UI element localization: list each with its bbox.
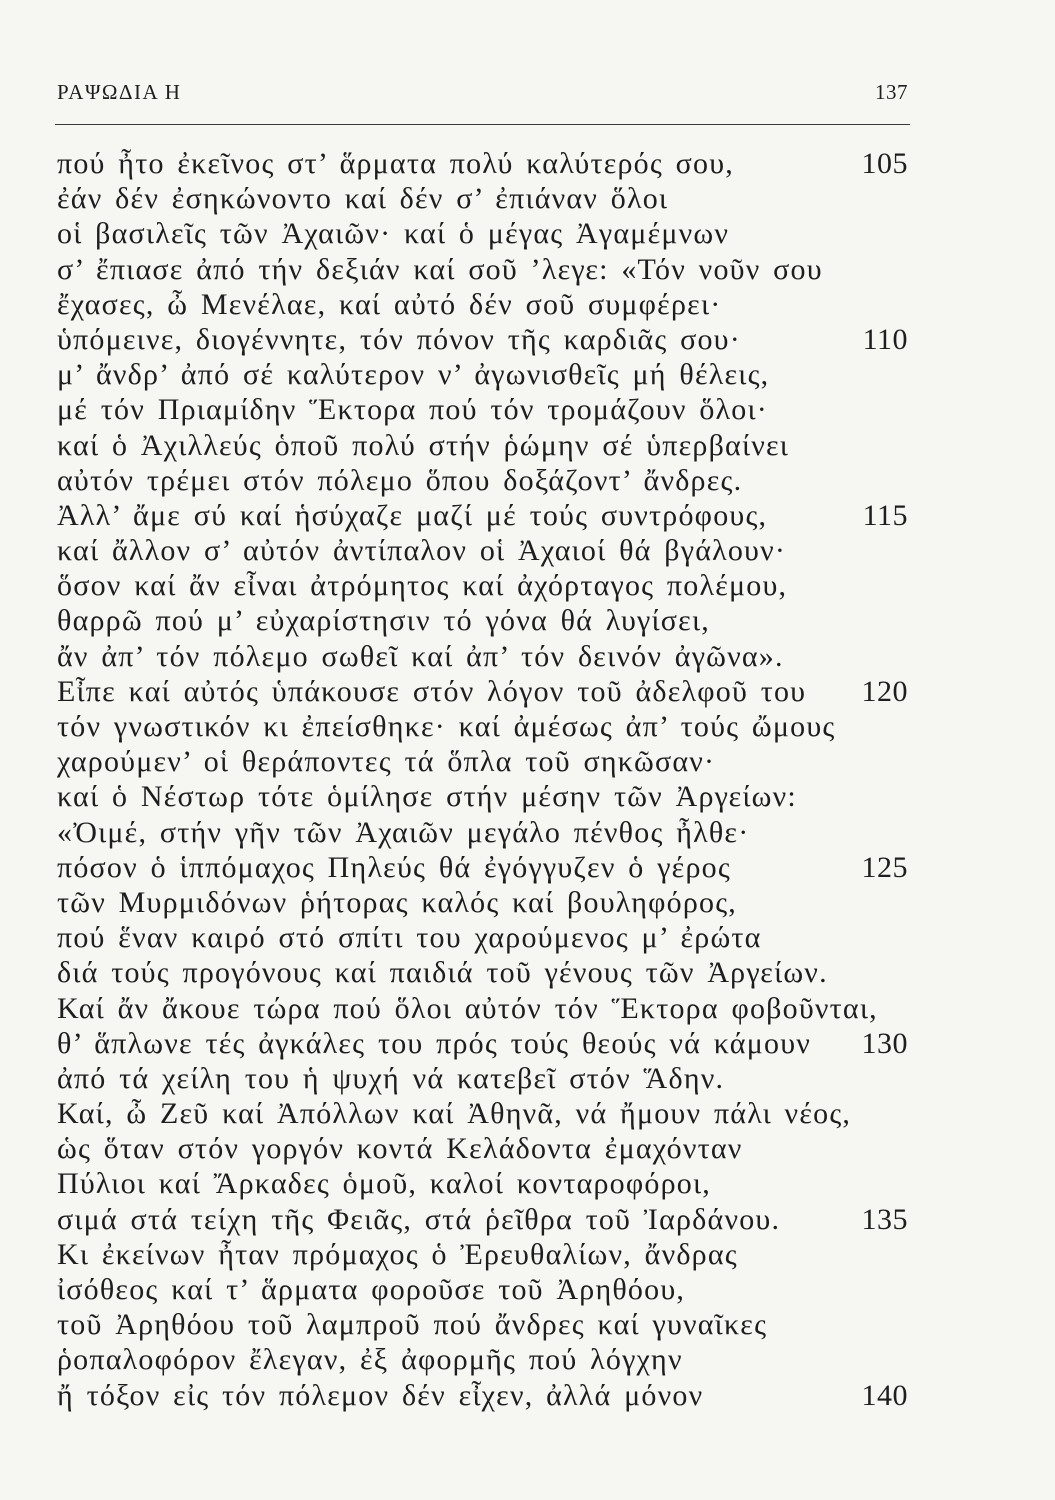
verse-line	[57, 146, 908, 181]
verse-line	[57, 674, 908, 709]
verse-text: πού ἦτο ἐκεῖνος στ’ ἅρματα πολύ καλύτερός σου,	[57, 147, 734, 180]
verse-line	[57, 815, 908, 850]
verse-text: Εἶπε καί αὐτός ὑπάκουσε στόν λόγον τοῦ ἀδελφοῦ του	[57, 674, 807, 708]
line-number: 135	[861, 1202, 908, 1236]
line-number: 125	[861, 850, 908, 884]
verse-line	[57, 1272, 908, 1307]
line-number: 105	[861, 147, 908, 180]
verse-text: τῶν Μυρμιδόνων ῥήτορας καλός καί βουληφόρος,	[57, 885, 738, 919]
verse-line	[57, 603, 908, 638]
verse-line	[57, 920, 908, 955]
verse-text: διά τούς προγόνους καί παιδιά τοῦ γένους τῶν Ἀργείων.	[57, 956, 828, 990]
line-number: 115	[862, 498, 908, 532]
verse-line	[57, 1307, 908, 1342]
line-number: 120	[861, 674, 908, 708]
verse-text: καί ἄλλον σ’ αὐτόν ἀντίπαλον οἱ Ἀχαιοί θά βγάλουν·	[57, 534, 787, 568]
verse-text: Κι ἐκείνων ἦταν πρόμαχος ὁ Ἐρευθαλίων, ἄνδρας	[57, 1237, 738, 1271]
verse-text: μέ τόν Πριαμίδην Ἕκτορα πού τόν τρομάζουν ὅλοι·	[57, 393, 768, 427]
verse-line	[57, 287, 908, 322]
page-number: 137	[875, 80, 908, 104]
verse-text: θ’ ἅπλωνε τές ἀγκάλες του πρός τούς θεούς νά κάμουν	[57, 1026, 812, 1060]
verse-text: πόσον ὁ ἱππόμαχος Πηλεύς θά ἐγόγγυζεν ὁ γέρος	[57, 850, 731, 884]
verse-text: ἔχασες, ὦ Μενέλαε, καί αὐτό δέν σοῦ συμφέρει·	[57, 287, 722, 321]
chapter-title: ΡΑΨΩΔΙΑ Η	[57, 80, 182, 104]
verse-text: χαρούμεν’ οἱ θεράποντες τά ὅπλα τοῦ σηκῶσαν·	[57, 745, 716, 779]
verse-line	[57, 181, 908, 216]
verse-line	[57, 498, 908, 533]
verse-text: τόν γνωστικόν κι ἐπείσθηκε· καί ἀμέσως ἀπ’ τούς ὤμους	[57, 710, 836, 743]
line-number: 140	[861, 1378, 908, 1412]
verse-line	[57, 744, 908, 779]
verse-text: καί ὁ Νέστωρ τότε ὁμίλησε στήν μέσην τῶν Ἀργείων:	[57, 780, 797, 814]
verse-line	[57, 779, 908, 814]
verse-text: «Ὀιμέ, στήν γῆν τῶν Ἀχαιῶν μεγάλο πένθος ἦλθε·	[57, 815, 750, 849]
verse-text: ἀπό τά χείλη του ἡ ψυχή νά κατεβεῖ στόν Ἅδην.	[57, 1061, 725, 1095]
verse-line	[57, 533, 908, 568]
verse-text: σιμά στά τείχη τῆς Φειᾶς, στά ῥεῖθρα τοῦ Ἰαρδάνου.	[57, 1202, 781, 1236]
verse-line	[57, 709, 908, 744]
verse-line	[57, 428, 908, 463]
verse-line	[57, 1131, 908, 1166]
verse-text: τοῦ Ἀρηθόου τοῦ λαμπροῦ πού ἄνδρες καί γυναῖκες	[57, 1308, 768, 1342]
verse-text: ἤ τόξον εἰς τόν πόλεμον δέν εἶχεν, ἀλλά μόνον	[57, 1378, 704, 1412]
verse-line	[57, 1237, 908, 1272]
verse-text: σ’ ἔπιασε ἀπό τήν δεξιάν καί σοῦ ’λεγε: «Τόν νοῦν σου	[57, 252, 823, 286]
verse-line	[57, 357, 908, 392]
verse-text: Καί ἄν ἄκουε τώρα πού ὅλοι αὐτόν τόν Ἕκτορα φοβοῦνται,	[57, 991, 878, 1025]
verse-line	[57, 568, 908, 603]
verse-text: ἄν ἀπ’ τόν πόλεμο σωθεῖ καί ἀπ’ τόν δεινόν ἀγῶνα».	[57, 639, 784, 673]
verse-text: ῥοπαλοφόρον ἔλεγαν, ἐξ ἀφορμῆς πού λόγχην	[57, 1343, 683, 1377]
verse-text: ὅσον καί ἄν εἶναι ἀτρόμητος καί ἀχόρταγος πολέμου,	[57, 569, 788, 603]
verse-line	[57, 991, 908, 1026]
verse-text: ὡς ὅταν στόν γοργόν κοντά Κελάδοντα ἐμαχόνταν	[57, 1132, 743, 1166]
verse-line	[57, 322, 908, 357]
verse-text: Ἀλλ’ ἄμε σύ καί ἡσύχαζε μαζί μέ τούς συντρόφους,	[57, 498, 768, 532]
verse-text: Καί, ὦ Ζεῦ καί Ἀπόλλων καί Ἀθηνᾶ, νά ἤμουν πάλι νέος,	[57, 1097, 852, 1131]
verse-block	[57, 146, 908, 1413]
verse-line	[57, 252, 908, 287]
verse-text: ὑπόμεινε, διογέννητε, τόν πόνον τῆς καρδιᾶς σου·	[57, 322, 741, 356]
verse-text: ἰσόθεος καί τ’ ἅρματα φοροῦσε τοῦ Ἀρηθόου,	[57, 1273, 686, 1306]
verse-line	[57, 216, 908, 251]
verse-text: καί ὁ Ἀχιλλεύς ὁποῦ πολύ στήν ῥώμην σέ ὑπερβαίνει	[57, 428, 790, 462]
line-number: 130	[861, 1026, 908, 1060]
verse-line	[57, 1378, 908, 1413]
verse-line	[57, 1096, 908, 1131]
verse-text: οἱ βασιλεῖς τῶν Ἀχαιῶν· καί ὁ μέγας Ἀγαμέμνων	[57, 217, 730, 251]
verse-line	[57, 392, 908, 427]
running-head	[57, 77, 908, 107]
line-number: 110	[862, 322, 908, 356]
verse-text: αὐτόν τρέμει στόν πόλεμο ὅπου δοξάζοντ’ ἄνδρες.	[57, 463, 743, 497]
verse-text: μ’ ἄνδρ’ ἀπό σέ καλύτερον ν’ ἀγωνισθεῖς μή θέλεις,	[57, 358, 770, 392]
verse-text: θαρρῶ πού μ’ εὐχαρίστησιν τό γόνα θά λυγίσει,	[57, 604, 710, 638]
verse-line	[57, 850, 908, 885]
verse-line	[57, 1166, 908, 1201]
verse-line	[57, 955, 908, 990]
verse-text: ἐάν δέν ἐσηκώνοντο καί δέν σ’ ἐπιάναν ὅλοι	[57, 182, 669, 216]
verse-line	[57, 1342, 908, 1377]
verse-line	[57, 463, 908, 498]
header-rule	[55, 124, 910, 125]
verse-text: πού ἕναν καιρό στό σπίτι του χαρούμενος μ’ ἐρώτα	[57, 921, 762, 955]
verse-text: Πύλιοι καί Ἄρκαδες ὁμοῦ, καλοί κονταροφόροι,	[57, 1167, 711, 1201]
verse-line	[57, 885, 908, 920]
verse-line	[57, 1061, 908, 1096]
verse-line	[57, 1026, 908, 1061]
verse-line	[57, 639, 908, 674]
verse-line	[57, 1202, 908, 1237]
